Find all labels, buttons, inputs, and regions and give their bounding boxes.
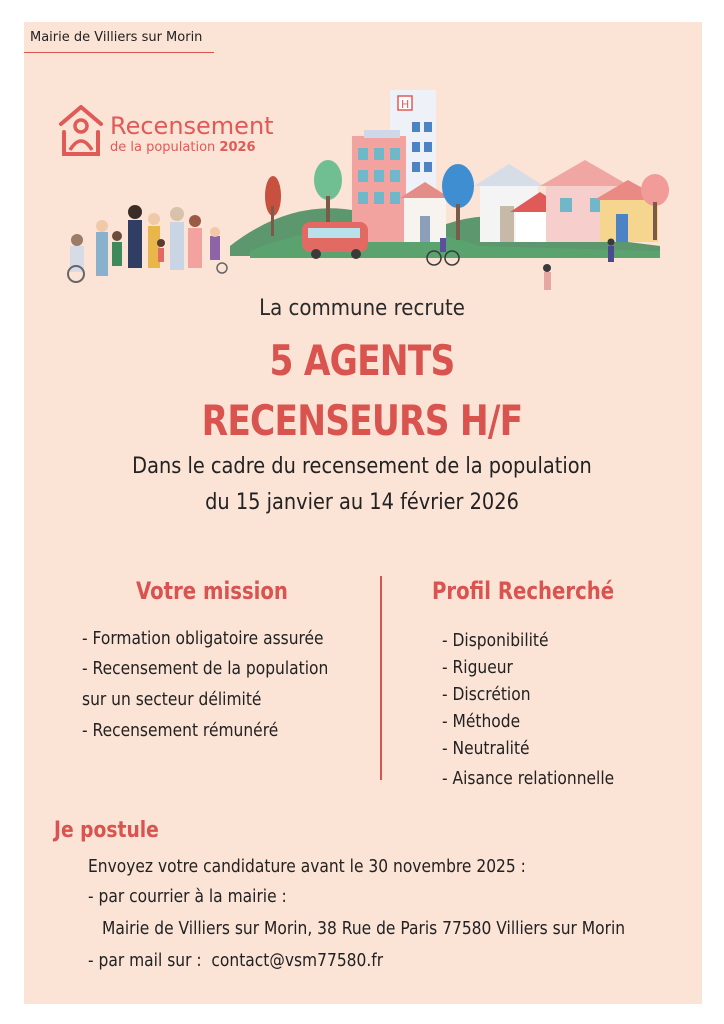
mission-item: - Formation obligatoire assurée: [82, 628, 324, 649]
mission-item: - Recensement rémunéré: [82, 720, 279, 741]
mail-label: - par mail sur :: [88, 950, 202, 971]
intro-line: La commune recrute: [259, 296, 465, 321]
profil-title: Profil Recherché: [432, 577, 615, 605]
dates-line: du 15 janvier au 14 février 2026: [205, 490, 519, 515]
mairie-label: Mairie de Villiers sur Morin: [30, 30, 203, 45]
header-rule: [24, 52, 214, 53]
profil-item: - Rigueur: [442, 657, 513, 678]
headline-recenseurs: RECENSEURS H/F: [201, 396, 523, 445]
mail-line: [88, 950, 383, 971]
logo-title: Recensement: [110, 112, 274, 140]
profil-item: - Discrétion: [442, 684, 531, 705]
mission-item: sur un secteur délimité: [82, 689, 262, 710]
town-illustration: [60, 86, 680, 306]
contact-email[interactable]: contact@vsm77580.fr: [211, 950, 384, 971]
profil-item: - Disponibilité: [442, 630, 549, 651]
mairie-address: Mairie de Villiers sur Morin, 38 Rue de Paris 77580 Villiers sur Morin: [102, 918, 626, 939]
deadline-line: Envoyez votre candidature avant le 30 novembre 2025 :: [88, 856, 526, 877]
profil-item: - Neutralité: [442, 738, 530, 759]
profil-item: - Aisance relationnelle: [442, 768, 615, 789]
postule-title: Je postule: [54, 818, 159, 843]
profil-item: - Méthode: [442, 711, 521, 732]
courrier-label: - par courrier à la mairie :: [88, 886, 287, 907]
svg-text:H: H: [401, 98, 410, 111]
mission-item: - Recensement de la population: [82, 658, 329, 679]
headline-agents: 5 AGENTS: [269, 336, 455, 385]
logo-subtitle: de la population 2026: [110, 140, 256, 155]
mission-title: Votre mission: [136, 577, 288, 605]
column-divider: [380, 576, 382, 780]
context-line: Dans le cadre du recensement de la population: [132, 454, 592, 479]
